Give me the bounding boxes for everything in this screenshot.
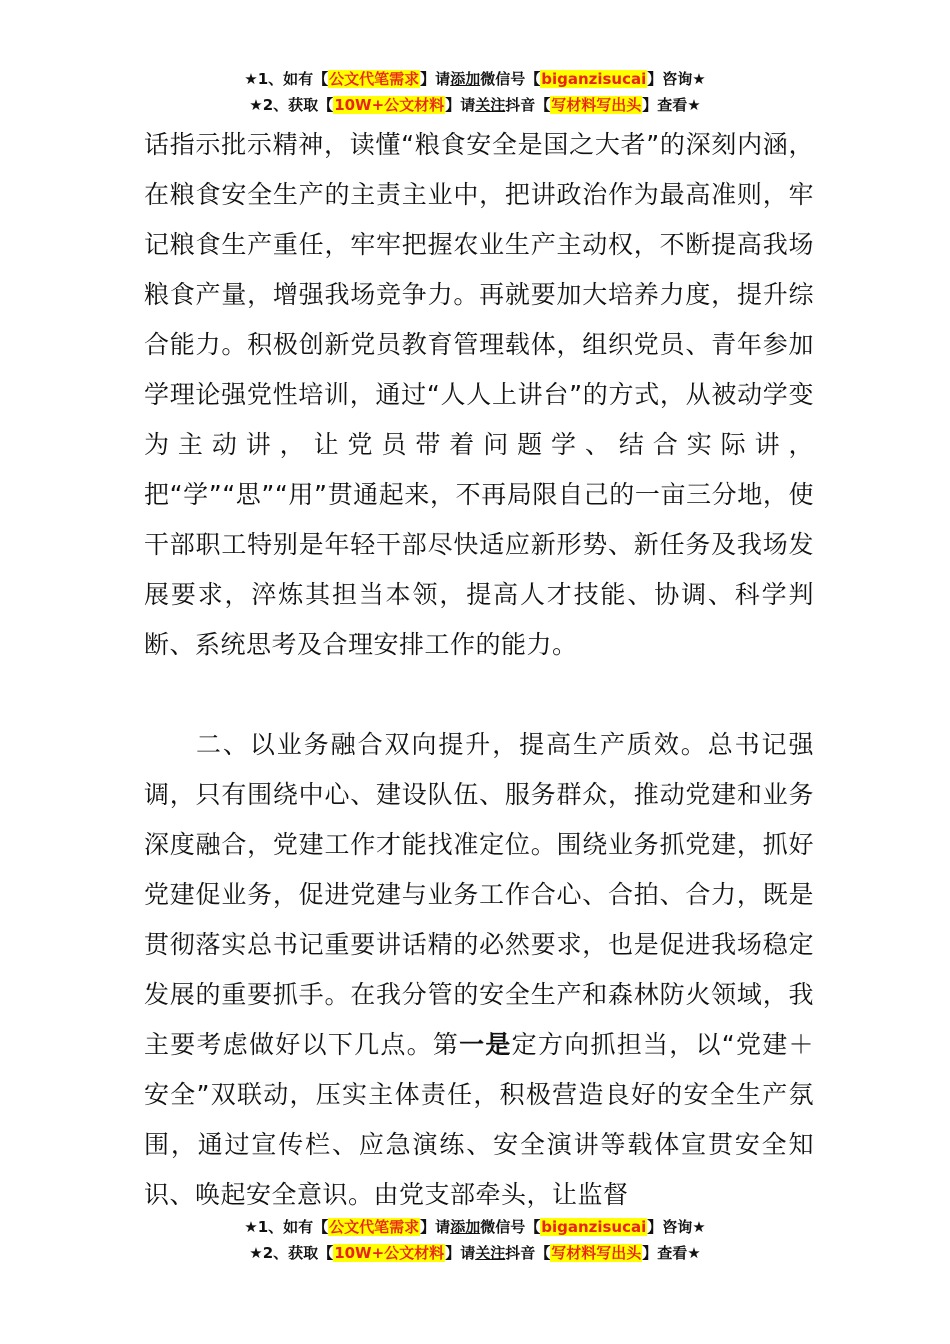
paragraph-2: 二、以业务融合双向提升，提高生产质效。总书记强调，只有围绕中心、建设队伍、服务群众，推动党建和业务深度融合，党建工作才能找准定位。围绕业务抓党建，抓好党建促业务，促进党建与业务工作合心、合拍、合力，既是贯彻落实总书记重要讲话精的必然要求，也是促进我场稳定发展的重要抓手。在我分管的安全生产和森林防火领域，我主要考虑做好以下几点。第一是定方向抓担当，以“党建＋安全”双联动，压实主体责任，积极营造良好的安全生产氛围，通过宣传栏、应急演练、安全演讲等载体宣贯安全知识、唤起安全意识。由党支部牵头，让监督: [144, 730, 814, 1209]
banner-line-1: ★1、如有【公文代笔需求】请添加微信号【biganzisucai】咨询★: [244, 1218, 706, 1236]
paragraph-1: 话指示批示精神，读懂“粮食安全是国之大者”的深刻内涵，在粮食安全生产的主责主业中，把讲政治作为最高准则，牢记粮食生产重任，牢牢把握农业生产主动权，不断提高我场粮食产量，增强我场竞争力。再就要加大培养力度，提升综合能力。积极创新党员教育管理载体，组织党员、青年参加学理论强党性培训，通过“人人上讲台”的方式，从被动学变为主动讲，让党员带着问题学、结合实际讲，把“学”“思”“用”贯通起来，不再局限自己的一亩三分地，使干部职工特别是年轻干部尽快适应新形势、新任务及我场发展要求，淬炼其担当本领，提高人才技能、协调、科学判断、系统思考及合理安排工作的能力。: [144, 130, 814, 659]
header-banner: [0, 66, 950, 118]
highlight-materials: 10W+公文材料: [334, 1244, 445, 1262]
footer-banner: [0, 1214, 950, 1266]
highlight-douyin: 写材料写出头: [551, 96, 642, 114]
banner-line-1: ★1、如有【公文代笔需求】请添加微信号【biganzisucai】咨询★: [244, 70, 706, 88]
highlight-service: 公文代笔需求: [329, 1218, 420, 1236]
highlight-service: 公文代笔需求: [329, 70, 420, 88]
highlight-wechat-id: biganzisucai: [541, 70, 647, 88]
emphasis-first-point: 一是: [459, 1030, 512, 1059]
document-body: [144, 120, 814, 1220]
banner-line-2: ★2、获取【10W+公文材料】请关注抖音【写材料写出头】查看★: [249, 96, 701, 114]
highlight-wechat-id: biganzisucai: [541, 1218, 647, 1236]
highlight-materials: 10W+公文材料: [334, 96, 445, 114]
highlight-douyin: 写材料写出头: [551, 1244, 642, 1262]
banner-line-2: ★2、获取【10W+公文材料】请关注抖音【写材料写出头】查看★: [249, 1244, 701, 1262]
